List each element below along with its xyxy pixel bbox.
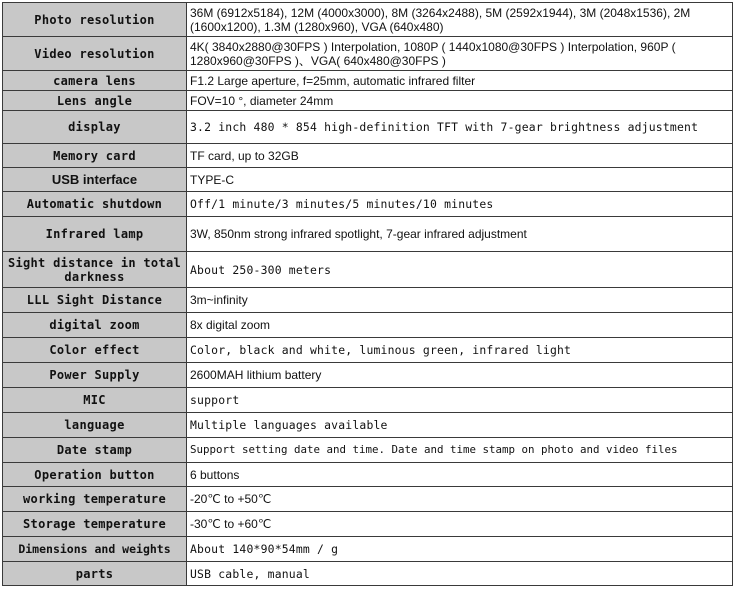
spec-row <box>3 363 733 388</box>
spec-label: Lens angle <box>3 91 187 111</box>
spec-label: Video resolution <box>3 37 187 71</box>
spec-label: Sight distance in total darkness <box>3 252 187 288</box>
spec-label: Operation button <box>3 463 187 487</box>
spec-label: parts <box>3 562 187 586</box>
spec-row <box>3 168 733 192</box>
spec-value: 3W, 850nm strong infrared spotlight, 7-gear infrared adjustment <box>187 217 733 252</box>
spec-value: FOV=10 °, diameter 24mm <box>187 91 733 111</box>
spec-value: Color, black and white, luminous green, infrared light <box>187 338 733 363</box>
spec-label: display <box>3 111 187 144</box>
spec-label: Automatic shutdown <box>3 192 187 217</box>
spec-value: Multiple languages available <box>187 413 733 438</box>
spec-label: Date stamp <box>3 438 187 463</box>
spec-label: Color effect <box>3 338 187 363</box>
spec-value: -20℃ to +50℃ <box>187 487 733 512</box>
spec-row <box>3 338 733 363</box>
spec-row <box>3 3 733 37</box>
spec-label: LLL Sight Distance <box>3 288 187 313</box>
spec-row <box>3 562 733 586</box>
spec-row <box>3 288 733 313</box>
spec-row <box>3 512 733 537</box>
spec-row <box>3 252 733 288</box>
spec-label: USB interface <box>3 168 187 192</box>
spec-label: MIC <box>3 388 187 413</box>
spec-row <box>3 487 733 512</box>
spec-value: 3.2 inch 480 * 854 high-definition TFT with 7-gear brightness adjustment <box>187 111 733 144</box>
spec-value: 4K( 3840x2880@30FPS ) Interpolation, 1080P ( 1440x1080@30FPS ) Interpolation, 960P ( 1280x960@30FPS )、VGA( 640x480@30FPS ) <box>187 37 733 71</box>
spec-label: Memory card <box>3 144 187 168</box>
spec-label: Dimensions and weights <box>3 537 187 562</box>
spec-value: Support setting date and time. Date and time stamp on photo and video files <box>187 438 733 463</box>
spec-value: F1.2 Large aperture, f=25mm, automatic infrared filter <box>187 71 733 91</box>
spec-row <box>3 192 733 217</box>
spec-row <box>3 37 733 71</box>
spec-value: 2600MAH lithium battery <box>187 363 733 388</box>
spec-value: TYPE-C <box>187 168 733 192</box>
spec-row <box>3 463 733 487</box>
spec-row <box>3 71 733 91</box>
spec-row <box>3 217 733 252</box>
spec-value: USB cable, manual <box>187 562 733 586</box>
spec-label: language <box>3 413 187 438</box>
spec-value: Off/1 minute/3 minutes/5 minutes/10 minutes <box>187 192 733 217</box>
spec-label: camera lens <box>3 71 187 91</box>
spec-row <box>3 388 733 413</box>
spec-label: Power Supply <box>3 363 187 388</box>
spec-value: About 140*90*54mm / g <box>187 537 733 562</box>
spec-label: Storage temperature <box>3 512 187 537</box>
spec-value: 3m~infinity <box>187 288 733 313</box>
spec-row <box>3 413 733 438</box>
spec-row <box>3 91 733 111</box>
spec-row <box>3 313 733 338</box>
spec-value: support <box>187 388 733 413</box>
spec-value: -30℃ to +60℃ <box>187 512 733 537</box>
spec-row <box>3 111 733 144</box>
spec-label: working temperature <box>3 487 187 512</box>
spec-table <box>2 2 733 586</box>
spec-value: TF card, up to 32GB <box>187 144 733 168</box>
spec-value: 8x digital zoom <box>187 313 733 338</box>
spec-row <box>3 537 733 562</box>
spec-value: 36M (6912x5184), 12M (4000x3000), 8M (3264x2488), 5M (2592x1944), 3M (2048x1536), 2M (1600x1200), 1.3M (1280x960), VGA (640x480) <box>187 3 733 37</box>
spec-label: Infrared lamp <box>3 217 187 252</box>
spec-value: About 250-300 meters <box>187 252 733 288</box>
spec-row <box>3 438 733 463</box>
spec-label: Photo resolution <box>3 3 187 37</box>
spec-value: 6 buttons <box>187 463 733 487</box>
spec-row <box>3 144 733 168</box>
spec-label: digital zoom <box>3 313 187 338</box>
